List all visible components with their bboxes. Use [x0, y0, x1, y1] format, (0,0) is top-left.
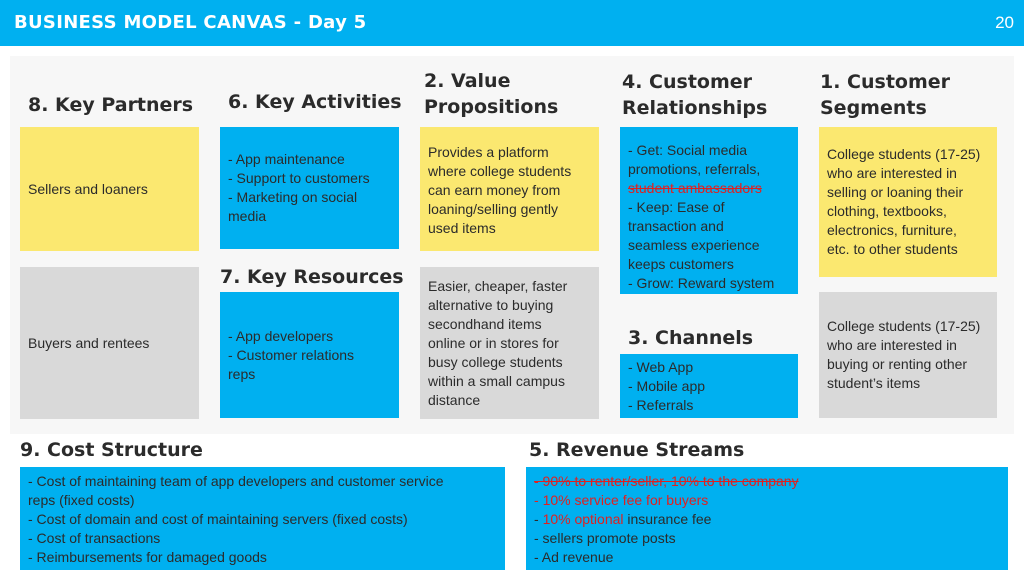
box-text: - Customer relations [228, 346, 355, 363]
key-activities-box [220, 127, 399, 249]
header-bar [0, 0, 1024, 46]
box-text: Provides a platform [428, 144, 549, 160]
key-partners-sellers-box [20, 127, 199, 251]
value-propositions-platform-box [420, 127, 599, 251]
box-text: keeps customers [628, 256, 734, 272]
revenue-streams-heading: 5. Revenue Streams [529, 439, 745, 461]
box-text: - Grow: Reward system [628, 275, 775, 291]
value-propositions-heading [424, 68, 558, 120]
box-text: media [228, 208, 267, 224]
box-text: loaning/selling gently [428, 201, 558, 217]
box-text: busy college students [428, 353, 563, 370]
heading-line: Segments [820, 97, 927, 119]
key-partners-buyers-box [20, 267, 199, 419]
box-text: reps (fixed costs) [28, 492, 135, 508]
box-text: who are interested in [827, 337, 957, 353]
channels-box [620, 354, 798, 418]
box-text: - Cost of transactions [28, 530, 161, 546]
revenue-line [534, 510, 1000, 529]
box-text: used items [428, 220, 496, 236]
revenue-line: - Ad revenue [534, 549, 614, 565]
key-activities-heading: 6. Key Activities [228, 91, 402, 113]
slide-title: BUSINESS MODEL CANVAS - Day 5 [14, 12, 367, 33]
customer-relationships-box [620, 127, 798, 294]
key-resources-box [220, 292, 399, 418]
box-text: - App developers [228, 327, 334, 344]
page-number: 20 [995, 13, 1014, 32]
revenue-streams-box [526, 467, 1008, 570]
customer-segments-heading [820, 69, 950, 121]
box-text: - Mobile app [628, 377, 706, 394]
box-text: selling or loaning their [827, 184, 964, 200]
revenue-line: - sellers promote posts [534, 530, 676, 546]
revenue-prefix: - [534, 511, 543, 527]
box-text-struck: student ambassadors [628, 180, 762, 196]
box-text: - Referrals [628, 396, 694, 413]
box-text: etc. to other students [827, 241, 958, 257]
box-text: promotions, referrals, [628, 161, 761, 177]
value-propositions-benefits-box [420, 267, 599, 419]
revenue-prefix: - [534, 492, 543, 508]
box-text: can earn money from [428, 182, 561, 198]
box-text: College students (17-25) [827, 318, 981, 334]
box-text: seamless experience [628, 237, 760, 253]
heading-line: 4. Customer [622, 71, 753, 93]
box-text: secondhand items [428, 315, 542, 332]
box-text: who are interested in [827, 165, 957, 181]
box-text: Easier, cheaper, faster [428, 277, 568, 294]
box-text: - Marketing on social [228, 189, 358, 205]
channels-heading: 3. Channels [628, 327, 754, 349]
box-text: where college students [428, 163, 572, 179]
box-text: clothing, textbooks, [827, 203, 947, 219]
box-text: transaction and [628, 218, 724, 234]
box-text: reps [228, 365, 256, 382]
key-partners-heading: 8. Key Partners [28, 94, 194, 116]
box-text: Sellers and loaners [28, 180, 148, 197]
heading-line: 2. Value [424, 70, 511, 92]
box-text: - Cost of domain and cost of maintaining servers (fixed costs) [28, 511, 408, 527]
revenue-line-struck: - 90% to renter/seller, 10% to the company [534, 473, 799, 489]
revenue-highlight: 10% service fee for buyers [542, 492, 709, 508]
customer-segments-sellers-box [819, 127, 997, 277]
box-text: - Get: Social media [628, 142, 748, 158]
box-text: - Reimbursements for damaged goods [28, 549, 267, 565]
box-text: - Cost of maintaining team of app developers and customer service [28, 473, 444, 489]
box-text: electronics, furniture, [827, 222, 957, 238]
heading-line: Relationships [622, 97, 768, 119]
box-text: - Web App [628, 358, 694, 375]
revenue-line [534, 491, 1000, 510]
box-text: - Keep: Ease of [628, 199, 725, 215]
box-text: alternative to buying [428, 296, 554, 313]
box-text: - App maintenance [228, 151, 345, 167]
heading-line: Propositions [424, 96, 559, 118]
box-text: within a small campus [428, 372, 565, 389]
revenue-highlight: 10% optional [542, 511, 624, 527]
box-text: buying or renting other [827, 356, 968, 372]
cost-structure-box [20, 467, 505, 570]
box-text: College students (17-25) [827, 146, 981, 162]
box-text: student’s items [827, 375, 921, 391]
customer-relationships-heading [622, 69, 767, 121]
box-text: online or in stores for [428, 334, 559, 351]
box-text: - Support to customers [228, 170, 370, 186]
customer-segments-buyers-box [819, 292, 997, 418]
heading-line: 1. Customer [820, 71, 951, 93]
box-text: Buyers and rentees [28, 334, 150, 351]
cost-structure-heading: 9. Cost Structure [20, 439, 203, 461]
revenue-rest: insurance fee [623, 511, 712, 527]
box-text: distance [428, 391, 481, 408]
key-resources-heading: 7. Key Resources [220, 266, 404, 288]
